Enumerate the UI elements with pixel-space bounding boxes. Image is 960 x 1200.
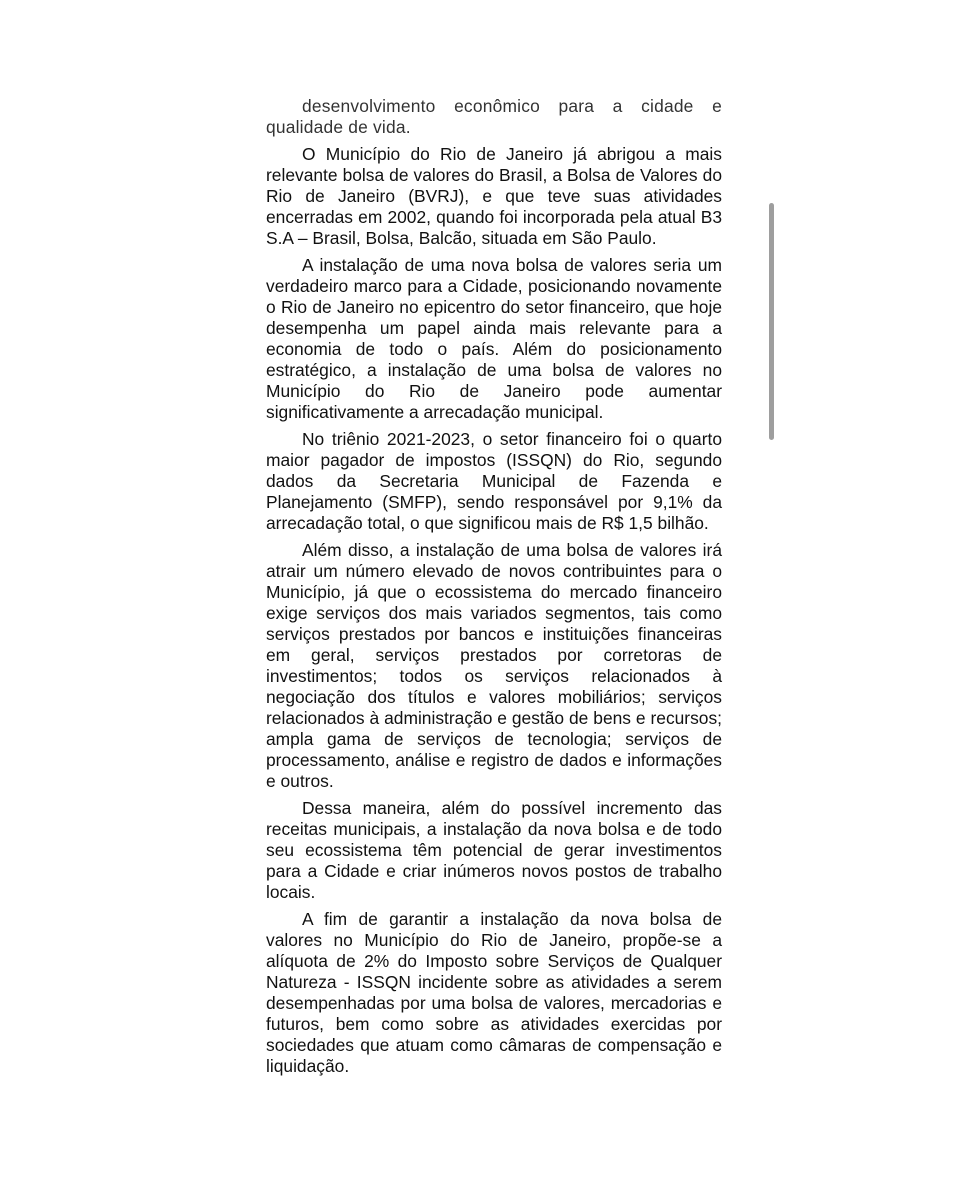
- paragraph-new-contributors: Além disso, a instalação de uma bolsa de valores irá atrair um número elevado de novos contribuintes para o Município, já que o ecossistema do mercado financeiro exige serviços dos mais variados segmentos, tais como serviços prestados por bancos e instituições financeiras em geral, serviços prestados por corretoras de investimentos; todos os serviços relacionados à negociação dos títulos e valores mobiliários; serviços relacionados à administração e gestão de bens e recursos; ampla gama de serviços de tecnologia; serviços de processamento, análise e registro de dados e informações e outros.: [266, 540, 722, 791]
- vertical-scrollbar-thumb[interactable]: [769, 203, 774, 440]
- paragraph-tax-revenue: No triênio 2021-2023, o setor financeiro foi o quarto maior pagador de impostos (ISSQN) do Rio, segundo dados da Secretaria Municipal de Fazenda e Planejamento (SMFP), sendo responsável por 9,1% da arrecadação total, o que significou mais de R$ 1,5 bilhão.: [266, 429, 722, 533]
- paragraph-new-exchange-milestone: A instalação de uma nova bolsa de valores seria um verdadeiro marco para a Cidade, posicionando novamente o Rio de Janeiro no epicentro do setor financeiro, que hoje desempenha um papel ainda mais relevante para a economia de todo o país. Além do posicionamento estratégico, a instalação de uma bolsa de valores no Município do Rio de Janeiro pode aumentar significativamente a arrecadação municipal.: [266, 255, 722, 422]
- document-page: [266, 96, 722, 1084]
- paragraph-bvrj-history: O Município do Rio de Janeiro já abrigou a mais relevante bolsa de valores do Brasil, a Bolsa de Valores do Rio de Janeiro (BVRJ), e que teve suas atividades encerradas em 2002, quando foi incorporada pela atual B3 S.A – Brasil, Bolsa, Balcão, situada em São Paulo.: [266, 144, 722, 248]
- paragraph-investments-jobs: Dessa maneira, além do possível incremento das receitas municipais, a instalação da nova bolsa e de todo seu ecossistema têm potencial de gerar investimentos para a Cidade e criar inúmeros novos postos de trabalho locais.: [266, 798, 722, 902]
- partial-top-line: desenvolvimento econômico para a cidade e qualidade de vida.: [266, 96, 722, 137]
- document-text-column: [266, 96, 722, 1083]
- paragraph-issqn-rate-proposal: A fim de garantir a instalação da nova bolsa de valores no Município do Rio de Janeiro, propõe-se a alíquota de 2% do Imposto sobre Serviços de Qualquer Natureza - ISSQN incidente sobre as atividades a serem desempenhadas por uma bolsa de valores, mercadorias e futuros, bem como sobre as atividades exercidas por sociedades que atuam como câmaras de compensação e liquidação.: [266, 909, 722, 1076]
